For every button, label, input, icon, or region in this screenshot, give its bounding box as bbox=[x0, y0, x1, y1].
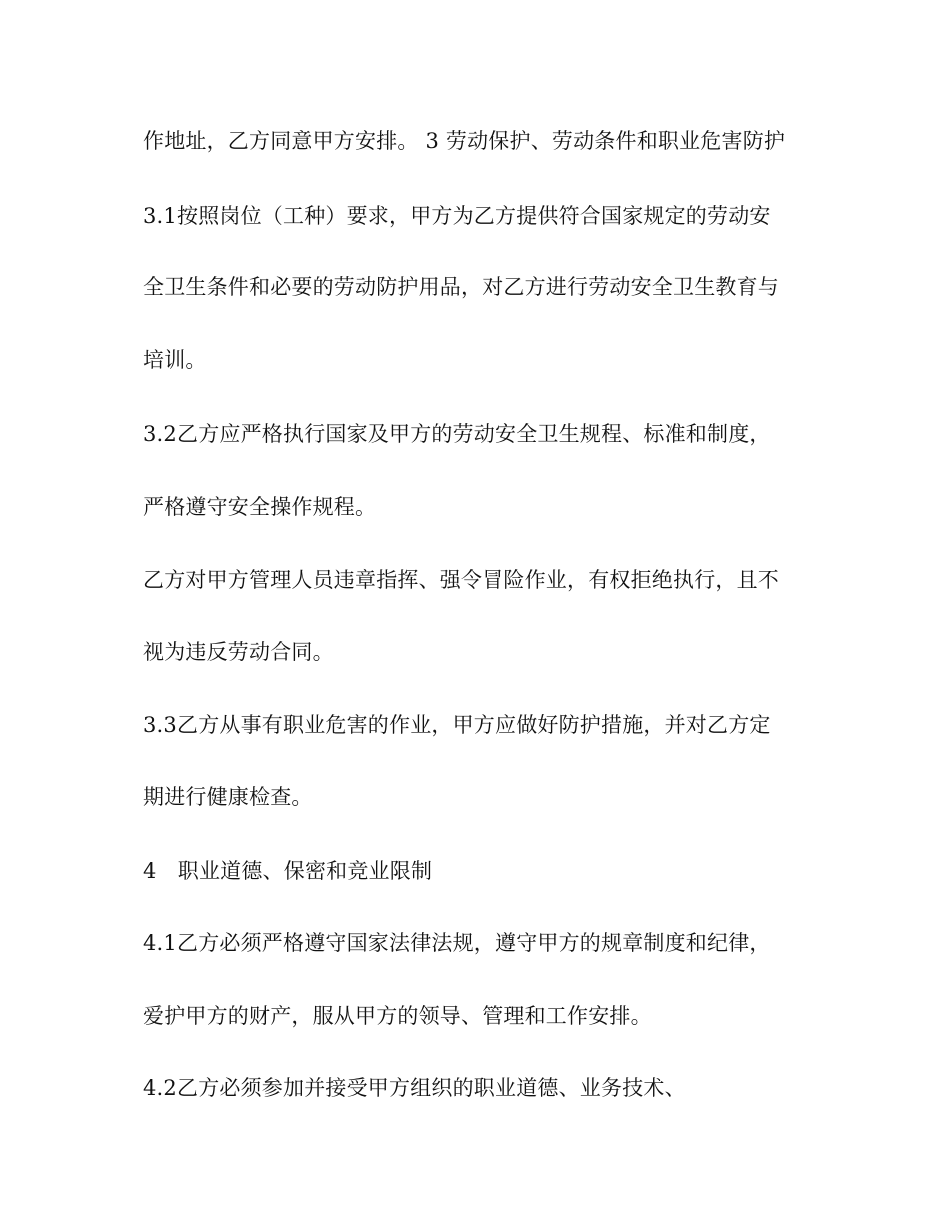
text-line: 爱护甲方的财产，服从甲方的领导、管理和工作安排。 bbox=[143, 1004, 652, 1028]
text-line: 作地址，乙方同意甲方安排。 3 劳动保护、劳动条件和职业危害防护 bbox=[143, 129, 786, 153]
text-line: 视为违反劳动合同。 bbox=[143, 640, 334, 664]
text-line: 培训。 bbox=[143, 348, 207, 372]
text-line: 4.1乙方必须严格遵守国家法律法规，遵守甲方的规章制度和纪律， bbox=[143, 931, 771, 955]
text-line: 3.1按照岗位（工种）要求，甲方为乙方提供符合国家规定的劳动安 bbox=[143, 204, 771, 228]
section-heading: 4 职业道德、保密和竞业限制 bbox=[143, 859, 433, 883]
text-line: 3.2乙方应严格执行国家及甲方的劳动安全卫生规程、标准和制度， bbox=[143, 422, 771, 446]
text-line: 期进行健康检查。 bbox=[143, 785, 313, 809]
text-line: 严格遵守安全操作规程。 bbox=[143, 495, 377, 519]
text-line: 3.3乙方从事有职业危害的作业，甲方应做好防护措施，并对乙方定 bbox=[143, 713, 771, 737]
text-line: 乙方对甲方管理人员违章指挥、强令冒险作业，有权拒绝执行，且不 bbox=[143, 568, 779, 592]
text-line: 全卫生条件和必要的劳动防护用品，对乙方进行劳动安全卫生教育与 bbox=[143, 275, 779, 299]
text-line: 4.2乙方必须参加并接受甲方组织的职业道德、业务技术、 bbox=[143, 1076, 686, 1100]
